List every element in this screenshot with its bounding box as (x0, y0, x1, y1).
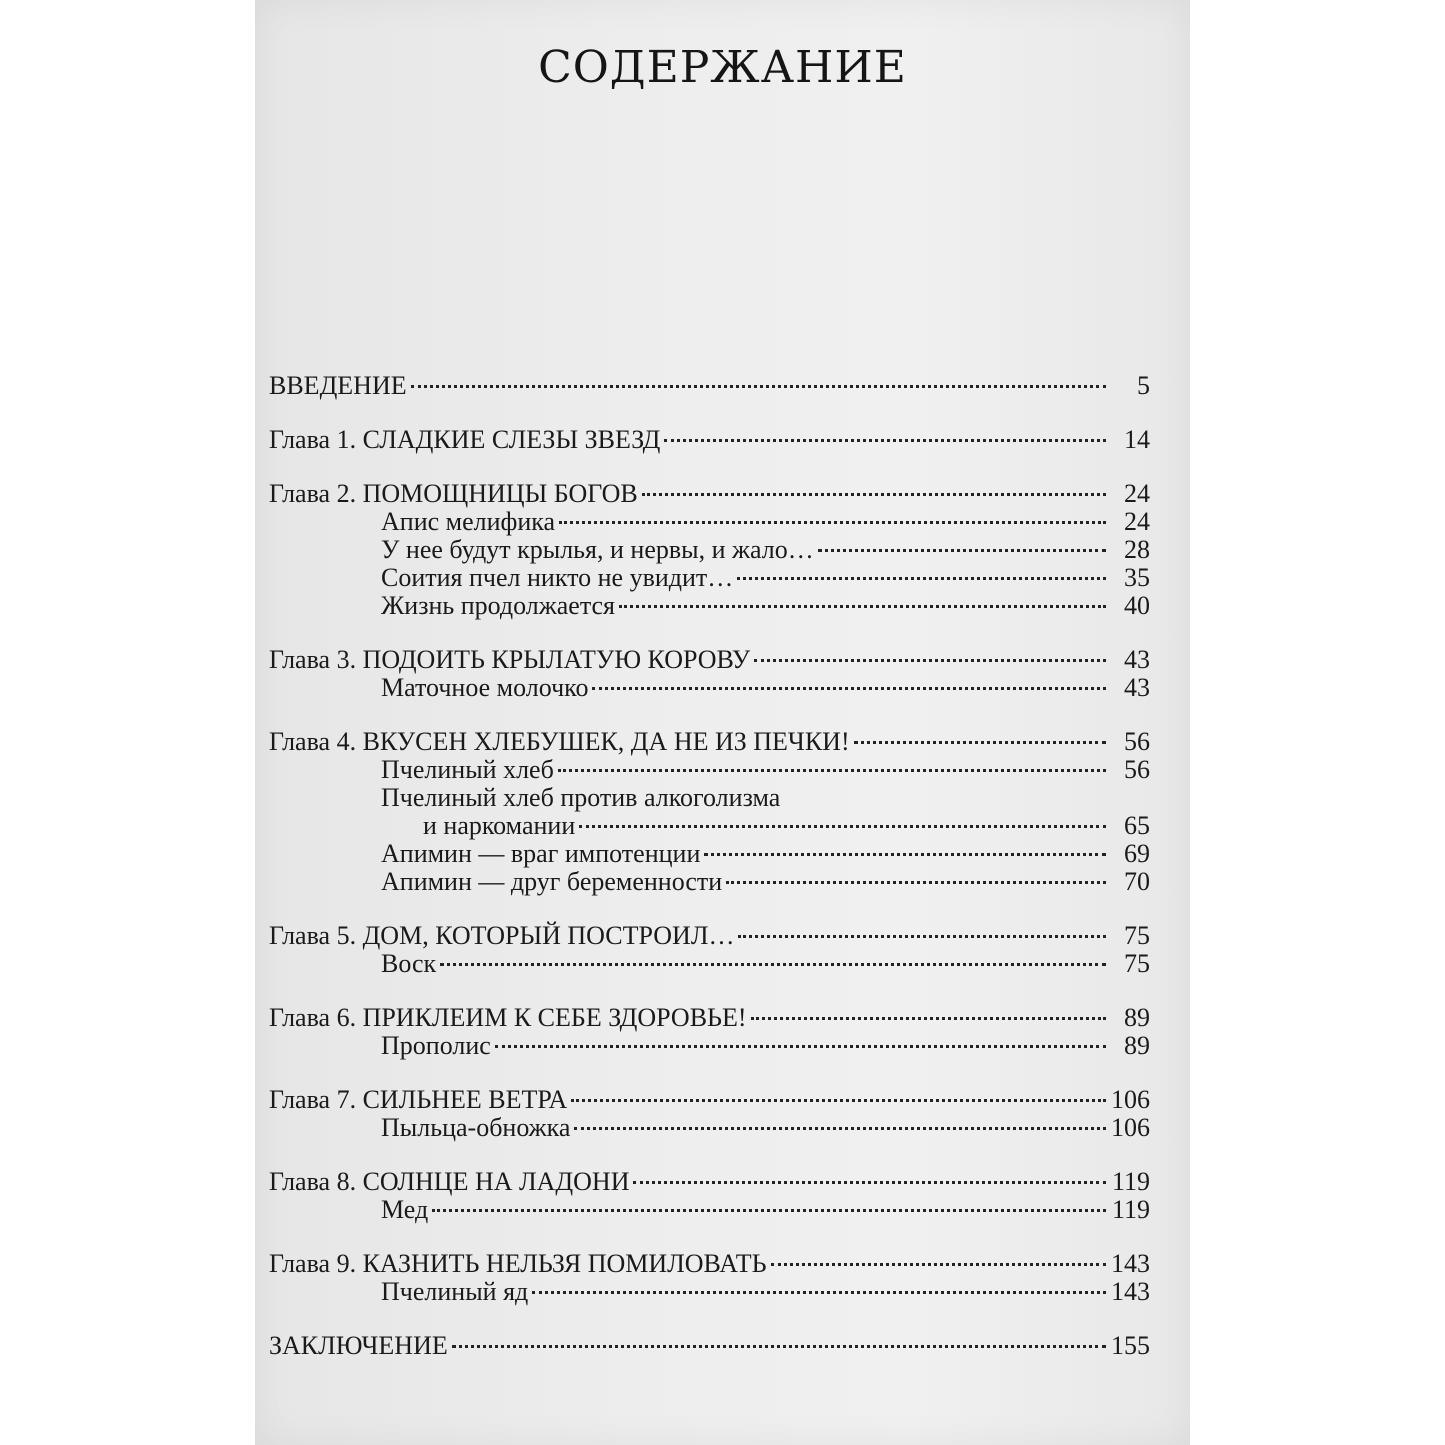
toc-entry-chapter-7 (269, 1086, 1150, 1114)
toc-entry-label: Апис мелифика (381, 507, 556, 536)
toc-subentry (269, 1196, 1150, 1224)
dot-leader (704, 853, 1106, 856)
toc-entry-label: ЗАКЛЮЧЕНИЕ (269, 1331, 448, 1360)
toc-entry-label: Пчелиный хлеб (381, 755, 554, 784)
book-page (255, 0, 1190, 1445)
toc-entry-chapter-3 (269, 646, 1150, 674)
toc-entry-page: 89 (1124, 1003, 1150, 1032)
toc-entry-label: ВВЕДЕНИЕ (269, 371, 407, 400)
dot-leader (579, 825, 1106, 828)
dot-leader (571, 1099, 1106, 1102)
dot-leader (642, 493, 1106, 496)
dot-leader (619, 605, 1106, 608)
toc-entry-label: Глава 9. КАЗНИТЬ НЕЛЬЗЯ ПОМИЛОВАТЬ (269, 1249, 767, 1278)
toc-subentry (269, 784, 1150, 812)
toc-entry-label: Пыльца-обножка (381, 1113, 571, 1142)
toc-entry-label: Мед (381, 1195, 429, 1224)
toc-entry-label: Глава 5. ДОМ, КОТОРЫЙ ПОСТРОИЛ… (269, 921, 735, 950)
toc-entry-page: 24 (1124, 479, 1150, 508)
toc-entry-label: Воск (381, 949, 437, 978)
toc-entry-label: Глава 7. СИЛЬНЕЕ ВЕТРА (269, 1085, 568, 1114)
toc-subentry (269, 1278, 1150, 1306)
toc-entry-label: Глава 3. ПОДОИТЬ КРЫЛАТУЮ КОРОВУ (269, 645, 751, 674)
toc-subentry (269, 812, 1150, 840)
toc-entry-page: 43 (1124, 645, 1150, 674)
toc-entry-page: 106 (1111, 1085, 1150, 1114)
dot-leader (754, 659, 1106, 662)
toc-entry-page: 75 (1124, 949, 1150, 978)
toc-subentry (269, 536, 1150, 564)
dot-leader (495, 1045, 1106, 1048)
dot-leader (532, 1291, 1106, 1294)
dot-leader (818, 549, 1106, 552)
toc-subentry (269, 1032, 1150, 1060)
toc-entry-page: 5 (1137, 371, 1150, 400)
toc-entry-conclusion (269, 1332, 1150, 1360)
toc-entry-label: Прополис (381, 1031, 491, 1060)
toc-entry-chapter-2 (269, 480, 1150, 508)
toc-entry-page: 43 (1124, 673, 1150, 702)
toc-entry-label: Пчелиный яд (381, 1277, 529, 1306)
toc-entry-label: Жизнь продолжается (381, 591, 615, 620)
toc-entry-page: 65 (1124, 811, 1150, 840)
dot-leader (440, 963, 1106, 966)
toc-entry-label: Глава 4. ВКУСЕН ХЛЕБУШЕК, ДА НЕ ИЗ ПЕЧКИ! (269, 727, 850, 756)
page-title: СОДЕРЖАНИЕ (538, 42, 907, 93)
table-of-contents (269, 372, 1150, 1360)
toc-entry-page: 35 (1124, 563, 1150, 592)
dot-leader (664, 439, 1106, 442)
dot-leader (432, 1209, 1106, 1212)
dot-leader (726, 881, 1106, 884)
toc-entry-page: 143 (1111, 1249, 1150, 1278)
toc-subentry (269, 564, 1150, 592)
toc-subentry (269, 592, 1150, 620)
dot-leader (574, 1127, 1106, 1130)
toc-subentry (269, 674, 1150, 702)
dot-leader (452, 1345, 1106, 1348)
toc-entry-chapter-9 (269, 1250, 1150, 1278)
toc-entry-label: Глава 8. СОЛНЦЕ НА ЛАДОНИ (269, 1167, 630, 1196)
toc-entry-page: 106 (1111, 1113, 1150, 1142)
dot-leader (592, 687, 1106, 690)
toc-entry-chapter-6 (269, 1004, 1150, 1032)
toc-entry-page: 40 (1124, 591, 1150, 620)
toc-entry-label: Соития пчел никто не увидит… (381, 563, 734, 592)
toc-entry-label: Глава 2. ПОМОЩНИЦЫ БОГОВ (269, 479, 638, 508)
toc-entry-page: 69 (1124, 839, 1150, 868)
dot-leader (771, 1263, 1106, 1266)
toc-subentry (269, 868, 1150, 896)
toc-entry-page: 14 (1124, 425, 1150, 454)
dot-leader (737, 577, 1106, 580)
toc-entry-page: 56 (1124, 755, 1150, 784)
toc-entry-page: 28 (1124, 535, 1150, 564)
toc-entry-label: Глава 1. СЛАДКИЕ СЛЕЗЫ ЗВЕЗД (269, 425, 661, 454)
toc-entry-chapter-8 (269, 1168, 1150, 1196)
toc-subentry (269, 756, 1150, 784)
toc-entry-label: Апимин — друг беременности (381, 867, 723, 896)
toc-entry-page: 75 (1124, 921, 1150, 950)
toc-entry-page: 89 (1124, 1031, 1150, 1060)
toc-entry-label: Пчелиный хлеб против алкоголизма (381, 783, 781, 812)
dot-leader (751, 1017, 1106, 1020)
toc-subentry (269, 950, 1150, 978)
toc-subentry (269, 508, 1150, 536)
toc-entry-introduction (269, 372, 1150, 400)
toc-entry-page: 143 (1111, 1277, 1150, 1306)
dot-leader (559, 521, 1106, 524)
dot-leader (633, 1181, 1106, 1184)
toc-entry-label: Маточное молочко (381, 673, 589, 702)
toc-entry-page: 155 (1111, 1331, 1150, 1360)
toc-subentry (269, 1114, 1150, 1142)
toc-entry-label: и наркомании (423, 811, 576, 840)
toc-entry-chapter-4 (269, 728, 1150, 756)
toc-entry-page: 24 (1124, 507, 1150, 536)
dot-leader (738, 935, 1106, 938)
toc-entry-page: 70 (1124, 867, 1150, 896)
toc-entry-label: У нее будут крылья, и нервы, и жало… (381, 535, 814, 564)
dot-leader (558, 769, 1106, 772)
toc-entry-chapter-1 (269, 426, 1150, 454)
toc-entry-page: 56 (1124, 727, 1150, 756)
toc-entry-page: 119 (1111, 1167, 1150, 1196)
toc-entry-chapter-5 (269, 922, 1150, 950)
dot-leader (411, 385, 1106, 388)
toc-entry-page: 119 (1111, 1195, 1150, 1224)
toc-subentry (269, 840, 1150, 868)
toc-entry-label: Апимин — враг импотенции (381, 839, 701, 868)
dot-leader (854, 741, 1106, 744)
toc-entry-label: Глава 6. ПРИКЛЕИМ К СЕБЕ ЗДОРОВЬЕ! (269, 1003, 747, 1032)
